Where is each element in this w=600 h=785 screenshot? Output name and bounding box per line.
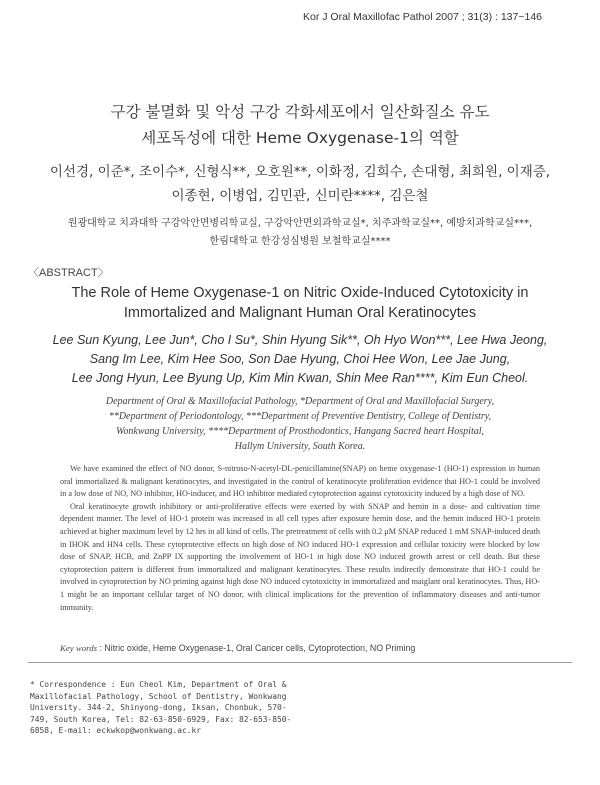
korean-title-line-2: 세포독성에 대한 Heme Oxygenase-1의 역할 — [141, 129, 459, 147]
korean-title-line-1: 구강 불멸화 및 악성 구강 각화세포에서 일산화질소 유도 — [110, 103, 490, 121]
korean-authors-line-2: 이종현, 이병업, 김민관, 신미란****, 김은철 — [171, 188, 429, 204]
keywords-label: Key words — [60, 643, 98, 653]
english-authors-line-3: Lee Jong Hyun, Lee Byung Up, Kim Min Kwan, Shin Mee Ran****, Kim Eun Cheol. — [71, 371, 529, 385]
english-affiliations-line-1: Department of Oral & Maxillofacial Pathology, *Department of Oral and Maxillofacial Surgery, — [105, 396, 495, 407]
korean-affiliations-line-1: 원광대학교 치과대학 구강악안면병리학교실, 구강악안면외과학교실*, 치주과학교실**, 예방치과학교실***, — [67, 218, 533, 229]
abstract-paragraph-1: We have examined the effect of NO donor, S-nitroso-N-acetyl-DL-penicillamine(SNAP) on heme oxygenase-1 (HO-1) expression in human oral immortalized & malignant keratinocytes, and investigated in the control of keratinocyte proliferation evidence that HO-1 could be involved in a low dose of NO, NO inhibitor, HO-inducer, and HO inhibitor mediated cytoprotection against cytotoxicity induced by a high dose of NO. — [60, 464, 540, 499]
korean-authors-line-1: 이선경, 이준*, 조이수*, 신형식**, 오호원**, 이화정, 김희수, 손대형, 최희원, 이재증, — [49, 164, 551, 180]
korean-affiliations-line-2: 한림대학교 한강성심병원 보철학교실**** — [209, 236, 391, 247]
english-title-line-1: The Role of Heme Oxygenase-1 on Nitric Oxide-Induced Cytotoxicity in — [71, 285, 529, 301]
footnote-divider — [28, 662, 572, 663]
abstract-paragraph-2: Oral keratinocyte growth inhibitory or anti-proliferative effects were exerted by with SNAP and hemin in a dose- and cultivation time dependent manner. The level of HO-1 protein was increased in all cell types after exposure hemin dose, and the hemin induced HO-1 protein achieved at higher maximum level by 12 hrs in all kind of cells. The pretreatment of cells with 0.2 μM SNAP reduced 1 mM SNAP-induced death in IHOK and HN4 cells. These cytoprotective effects on high dose of NO induced HO-1 expression and cellular toxicity were blocked by low dose of SNAP, HCB, and ZnPP IX supporting the involvement of HO-1 in high dose NO induced growth arrest or cell death. But these cytoprotection pattern is different from immortalized and malignant keratinocytes. These results indirectly demonstrate that HO-1 could be involved in cytoprotection by NO priming against high dose NO induced cytotoxicity in immortalized and maiglant oral keratinocytes. Thus, HO-1 might be an important cellular target of NO donor, with clinical implications for the prevention of inflammatory diseases and anti-tumor immunity. — [60, 501, 540, 612]
english-affiliations-line-4: Hallym University, South Korea. — [234, 441, 366, 452]
english-title-line-2: Immortalized and Malignant Human Oral Keratinocytes — [123, 305, 477, 321]
keywords — [60, 643, 415, 653]
keywords-text: : Nitric oxide, Heme Oxygenase-1, Oral Cancer cells, Cytoprotection, NO Priming — [97, 643, 416, 653]
abstract-label: 〈ABSTRACT〉 — [28, 267, 109, 279]
correspondence-footnote: * Correspondence : Eun Cheol Kim, Department of Oral & Maxillofacial Pathology, School of Dentistry, Wonkwang University. 344-2, Shinyong-dong, Iksan, Chonbuk, 570-749, South Korea, Tel: 82-63-850-6929, Fax: 82-653-850-6858, E-mail: eckwkop@wonkwang.ac.kr — [30, 680, 292, 736]
journal-citation: Kor J Oral Maxillofac Pathol 2007 ; 31(3) : 137~146 — [302, 11, 542, 23]
english-authors-line-2: Sang Im Lee, Kim Hee Soo, Son Dae Hyung, Choi Hee Won, Lee Jae Jung, — [89, 352, 511, 366]
english-affiliations-line-3: Wonkwang University, ****Department of Prosthodontics, Hangang Sacred heart Hospital, — [115, 426, 485, 437]
english-authors-line-1: Lee Sun Kyung, Lee Jun*, Cho I Su*, Shin Hyung Sik**, Oh Hyo Won***, Lee Hwa Jeong, — [52, 333, 548, 347]
english-affiliations-line-2: **Department of Periodontology, ***Department of Preventive Dentistry, College of Dentistry, — [108, 411, 492, 422]
abstract-body — [60, 463, 540, 614]
